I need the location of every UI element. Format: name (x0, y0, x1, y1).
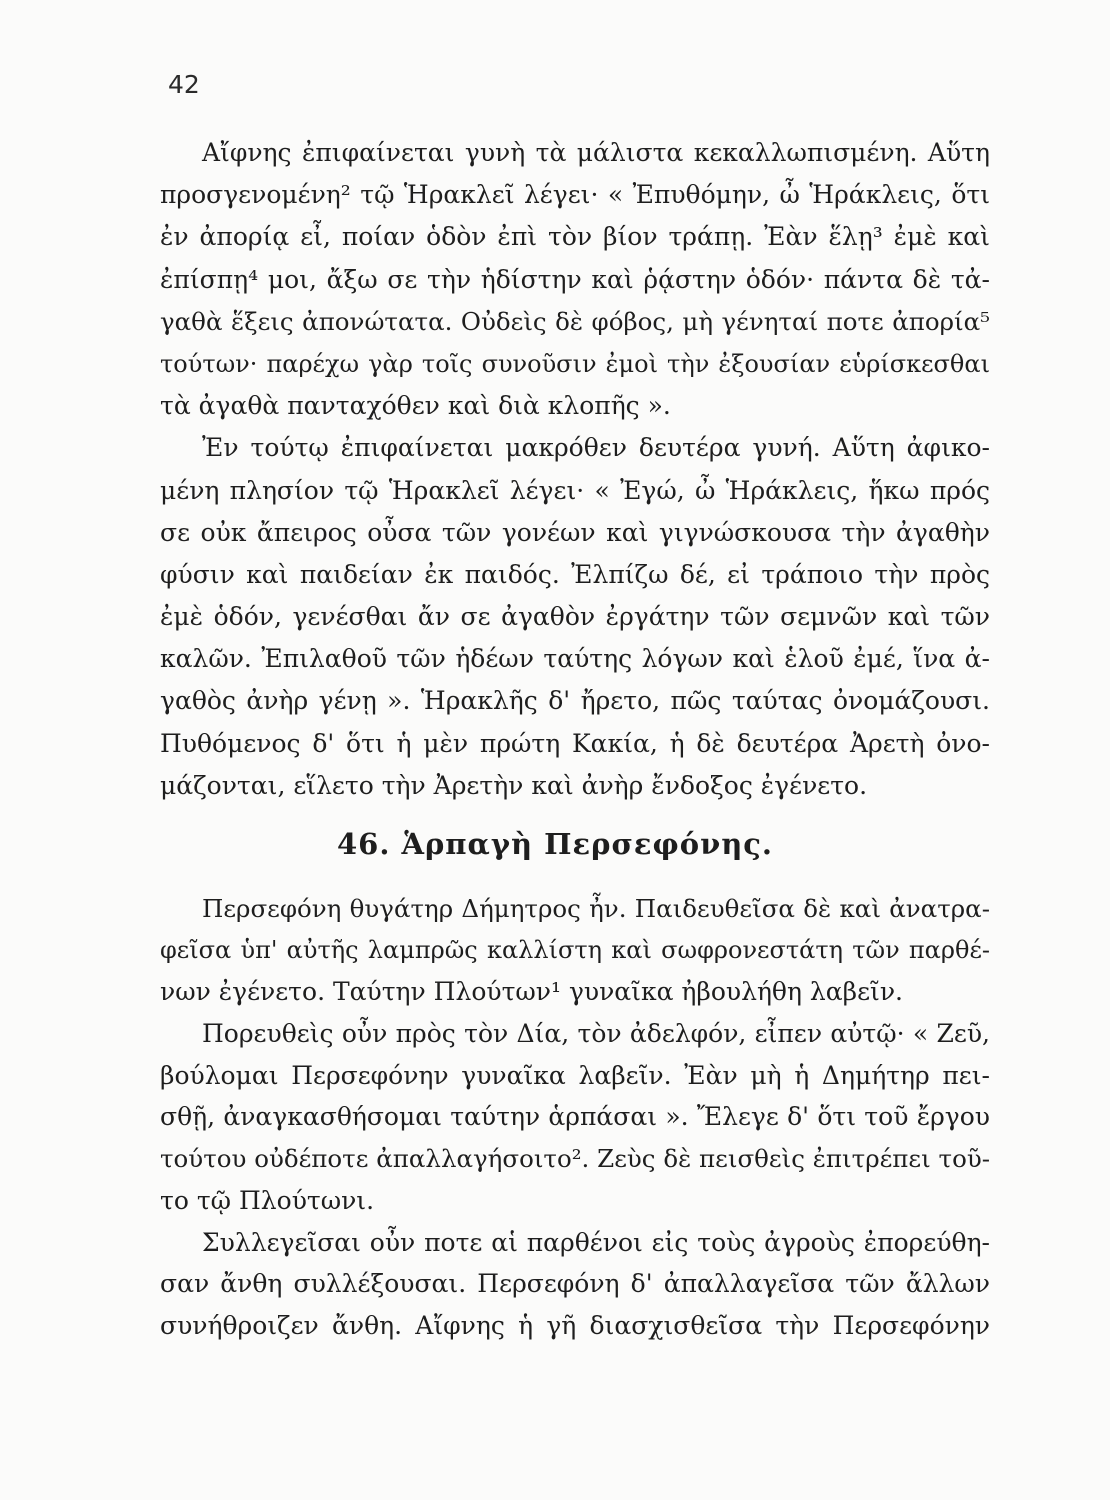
text-line: σαν ἄνθη συλλέξουσαι. Περσεφόνη δ' ἀπαλλαγεῖσα τῶν ἄλλων (160, 1269, 990, 1299)
text-line: Ἐν τούτῳ ἐπιφαίνεται μακρόθεν δευτέρα γυνή. Αὕτη ἀφικο- (202, 433, 990, 463)
text-line: γαθὸς ἀνὴρ γένῃ ». Ἡρακλῆς δ' ἤρετο, πῶς ταύτας ὀνομάζουσι. (160, 686, 990, 716)
section-heading: 46. Ἁρπαγὴ Περσεφόνης. (336, 827, 774, 861)
text-line: βούλομαι Περσεφόνην γυναῖκα λαβεῖν. Ἐὰν μὴ ἡ Δημήτηρ πει- (160, 1060, 990, 1090)
text-line: προσγενομένη² τῷ Ἡρακλεῖ λέγει· « Ἐπυθόμην, ὦ Ἡράκλεις, ὅτι (160, 180, 990, 210)
text-line: φεῖσα ὑπ' αὐτῆς λαμπρῶς καλλίστη καὶ σωφρονεστάτη τῶν παρθέ- (160, 935, 990, 964)
page-number: 42 (168, 70, 200, 99)
paragraph-block-heracles (160, 132, 990, 807)
text-line: Περσεφόνη θυγάτηρ Δήμητρος ἦν. Παιδευθεῖσα δὲ καὶ ἀνατρα- (202, 894, 990, 923)
text-line: νων ἐγένετο. Ταύτην Πλούτων¹ γυναῖκα ἠβουλήθη λαβεῖν. (160, 977, 903, 1007)
text-line: ἐν ἀπορίᾳ εἶ, ποίαν ὁδὸν ἐπὶ τὸν βίον τράπῃ. Ἐὰν ἕλῃ³ ἐμὲ καὶ (160, 222, 990, 252)
paragraph-block-persephone (160, 888, 990, 1347)
text-line: Πορευθεὶς οὖν πρὸς τὸν Δία, τὸν ἀδελφόν, εἶπεν αὐτῷ· « Ζεῦ, (202, 1019, 990, 1049)
text-line: ἐμὲ ὁδόν, γενέσθαι ἄν σε ἀγαθὸν ἐργάτην τῶν σεμνῶν καὶ τῶν (160, 602, 990, 632)
text-line: μένη πλησίον τῷ Ἡρακλεῖ λέγει· « Ἐγώ, ὦ Ἡράκλεις, ἥκω πρός (160, 475, 990, 505)
text-line: σθῇ, ἀναγκασθήσομαι ταύτην ἁρπάσαι ». Ἔλεγε δ' ὅτι τοῦ ἔργου (160, 1102, 990, 1132)
text-line: γαθὰ ἕξεις ἀπονώτατα. Οὐδεὶς δὲ φόβος, μὴ γένηταί ποτε ἀπορία⁵ (160, 306, 990, 336)
text-line: σε οὐκ ἄπειρος οὖσα τῶν γονέων καὶ γιγνώσκουσα τὴν ἀγαθὴν (160, 517, 990, 547)
text-line: τὰ ἀγαθὰ πανταχόθεν καὶ διὰ κλοπῆς ». (160, 391, 671, 421)
text-line: Αἴφνης ἐπιφαίνεται γυνὴ τὰ μάλιστα κεκαλλωπισμένη. Αὕτη (202, 138, 990, 167)
text-line: καλῶν. Ἐπιλαθοῦ τῶν ἡδέων ταύτης λόγων καὶ ἑλοῦ ἐμέ, ἵνα ἀ- (160, 644, 990, 674)
text-line: μάζονται, εἵλετο τὴν Ἀρετὴν καὶ ἀνὴρ ἔνδοξος ἐγένετο. (160, 770, 868, 800)
text-line: συνήθροιζεν ἄνθη. Αἴφνης ἡ γῆ διασχισθεῖσα τὴν Περσεφόνην (160, 1310, 990, 1340)
text-line: φύσιν καὶ παιδείαν ἐκ παιδός. Ἐλπίζω δέ, εἰ τράποιο τὴν πρὸς (160, 559, 990, 589)
text-line: Πυθόμενος δ' ὅτι ἡ μὲν πρώτη Κακία, ἡ δὲ δευτέρα Ἀρετὴ ὀνο- (160, 728, 990, 758)
text-line: τούτων· παρέχω γὰρ τοῖς συνοῦσιν ἐμοὶ τὴν ἐξουσίαν εὑρίσκεσθαι (160, 349, 990, 378)
text-line: το τῷ Πλούτωνι. (160, 1185, 375, 1215)
text-line: ἐπίσπῃ⁴ μοι, ἄξω σε τὴν ἡδίστην καὶ ῥᾴστην ὁδόν· πάντα δὲ τἀ- (160, 264, 990, 294)
text-line: τούτου οὐδέποτε ἀπαλλαγήσοιτο². Ζεὺς δὲ πεισθεὶς ἐπιτρέπει τοῦ- (160, 1144, 990, 1174)
text-line: Συλλεγεῖσαι οὖν ποτε αἱ παρθένοι εἰς τοὺς ἀγροὺς ἐπορεύθη- (202, 1227, 990, 1257)
